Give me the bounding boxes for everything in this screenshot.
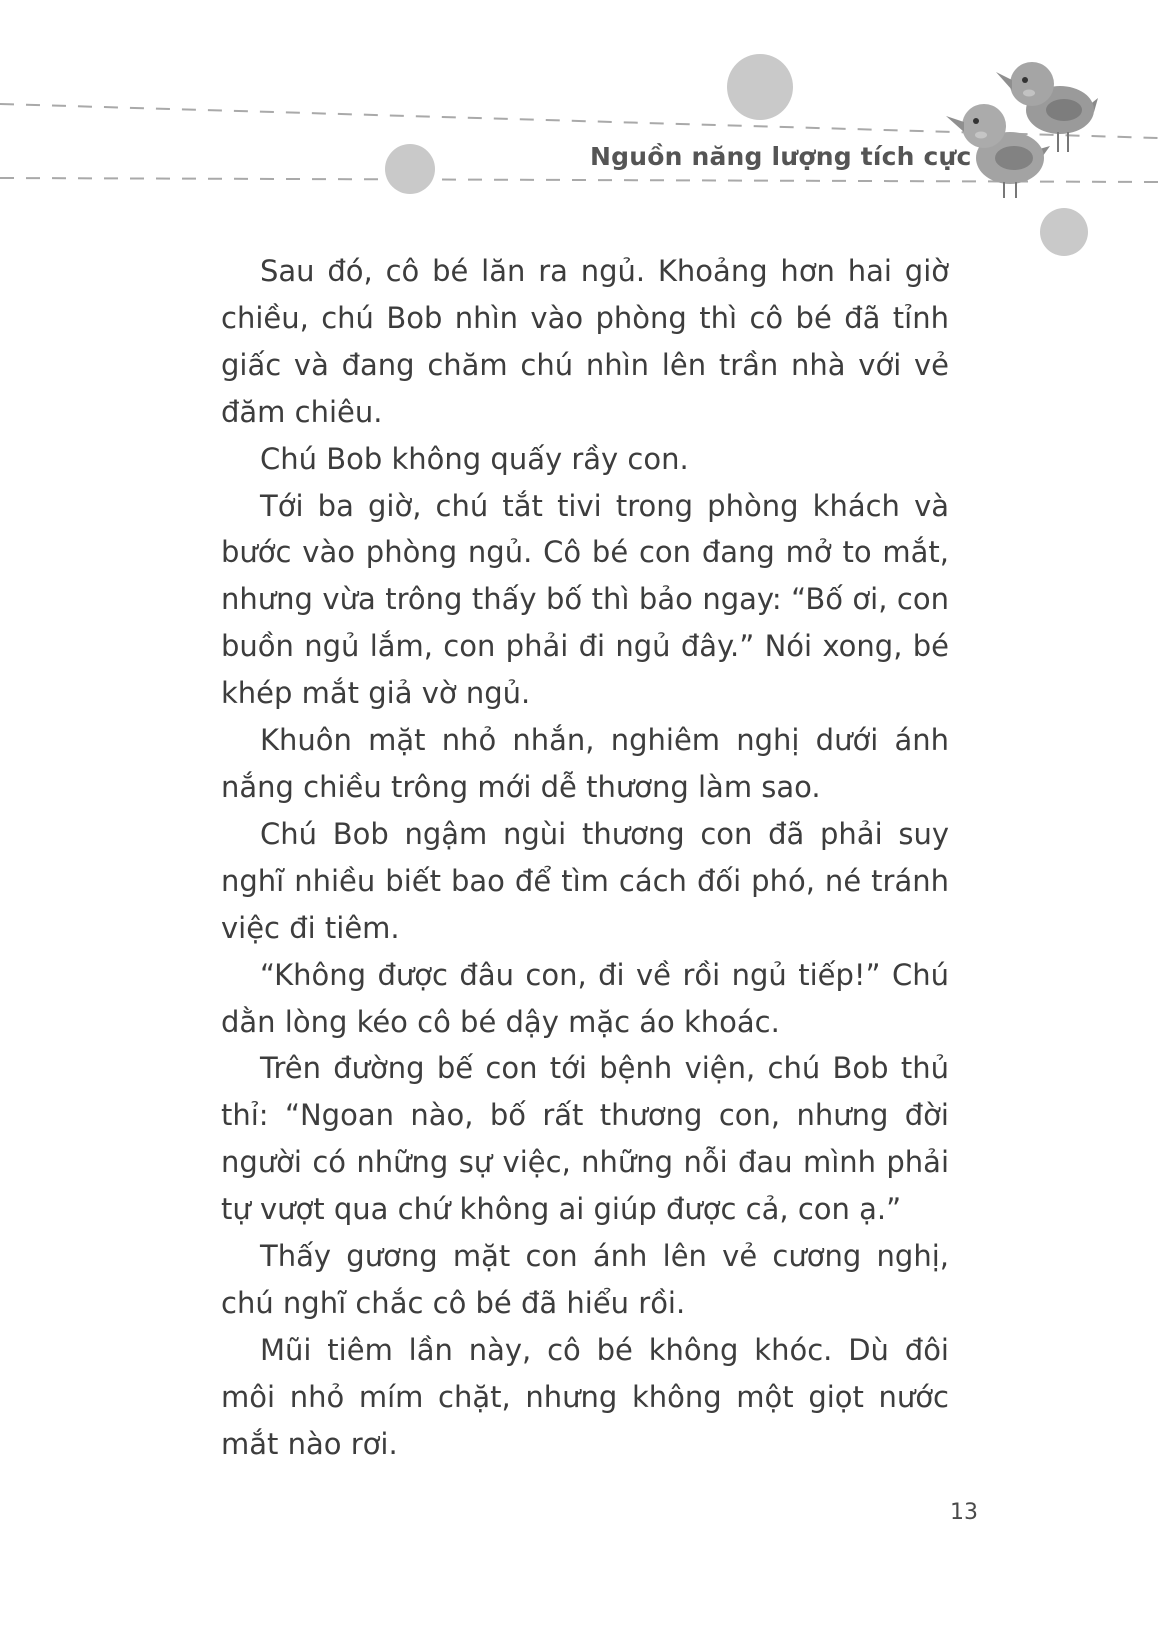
paragraph: Tới ba giờ, chú tắt tivi trong phòng khách và bước vào phòng ngủ. Cô bé con đang mở to mắt, nhưng vừa trông thấy bố thì bảo ngay: “Bố ơi, con buồn ngủ lắm, con phải đi ngủ đây.” Nói xong, bé khép mắt giả vờ ngủ.: [221, 488, 949, 711]
two-birds-icon: [946, 62, 1098, 198]
paragraph: “Không được đâu con, đi về rồi ngủ tiếp!” Chú dằn lòng kéo cô bé dậy mặc áo khoác.: [221, 957, 949, 1039]
decor-circle: [1040, 208, 1088, 256]
decor-circle: [727, 54, 793, 120]
paragraph: Thấy gương mặt con ánh lên vẻ cương nghị, chú nghĩ chắc cô bé đã hiểu rồi.: [221, 1239, 949, 1320]
page-number: 13: [950, 1500, 978, 1525]
header-decoration: [0, 0, 1158, 260]
decor-circle: [385, 144, 435, 194]
paragraph: Chú Bob không quấy rầy con.: [260, 441, 689, 476]
paragraph: Mũi tiêm lần này, cô bé không khóc. Dù đôi môi nhỏ mím chặt, nhưng không một giọt nước mắt nào rơi.: [221, 1332, 949, 1461]
running-title: Nguồn năng lượng tích cực: [590, 142, 972, 171]
paragraph: Chú Bob ngậm ngùi thương con đã phải suy nghĩ nhiều biết bao để tìm cách đối phó, né tránh việc đi tiêm.: [221, 816, 949, 945]
body-text: [221, 248, 949, 1468]
paragraph: Trên đường bế con tới bệnh viện, chú Bob thủ thỉ: “Ngoan nào, bố rất thương con, nhưng đời người có những sự việc, những nỗi đau mình phải tự vượt qua chứ không ai giúp được cả, con ạ.”: [221, 1051, 949, 1227]
paragraph: Sau đó, cô bé lăn ra ngủ. Khoảng hơn hai giờ chiều, chú Bob nhìn vào phòng thì cô bé đã tỉnh giấc và đang chăm chú nhìn lên trần nhà với vẻ đăm chiêu.: [221, 254, 949, 429]
dashed-line: [0, 178, 1158, 182]
paragraph: Khuôn mặt nhỏ nhắn, nghiêm nghị dưới ánh nắng chiều trông mới dễ thương làm sao.: [221, 723, 949, 804]
